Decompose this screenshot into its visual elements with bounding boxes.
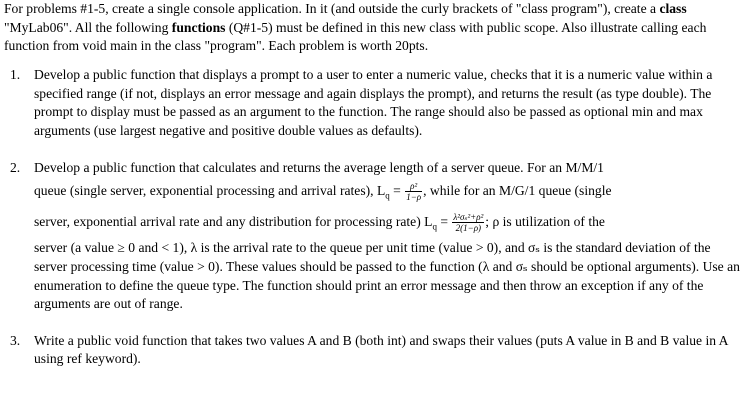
problem-2-line-1: Develop a public function that calculates and returns the average length of a server queue. For an M/M/1 [34, 160, 604, 176]
problem-number: 1. [10, 67, 21, 82]
problem-2-rest: server (a value ≥ 0 and < 1), λ is the arrival rate to the queue per unit time (value > 0), and σₛ is the standard deviation of the server processing time (value > 0). These values should be passed to the function (λ and σₛ should be optional arguments). Use an enumeration to define the queue type. The function should print an error message and then throw an exception if any of the arguments are out of range. [34, 240, 740, 312]
problem-item-3 [0, 332, 740, 369]
mg1-formula [452, 212, 484, 233]
intro-paragraph [4, 0, 740, 56]
lq-subscript: q [385, 190, 390, 201]
class-keyword: class [659, 1, 687, 16]
lq-subscript: q [432, 221, 437, 232]
rho-text: ; ρ is utilization of the [485, 213, 605, 229]
problem-2-line-2 [34, 178, 740, 209]
equals-sign: = [389, 182, 405, 198]
equals-sign: = [436, 213, 452, 229]
mm1-text: queue (single server, exponential processing and arrival rates), L [34, 182, 386, 198]
problem-item-2 [0, 159, 740, 313]
intro-text-3: (Q#1-5) must be defined in this new class with public scope. Also illustrate calling each function from void main in the class "program". Each problem is worth 20pts. [4, 19, 707, 54]
problem-2-line-3 [34, 209, 740, 240]
mg1-text: server, exponential arrival rate and any distribution for processing rate) L [34, 213, 433, 229]
problem-text: Write a public void function that takes two values A and B (both int) and swaps their values (puts A value in B and B value in A using ref keyword). [34, 332, 728, 367]
mg1-intro-text: , while for an M/G/1 queue (single [423, 182, 612, 198]
functions-keyword: functions [171, 19, 226, 35]
intro-text-2: "MyLab06". All the following [4, 19, 172, 35]
problem-text: Develop a public function that displays a prompt to a user to enter a numeric value, checks that it is a numeric value within a specified range (if not, displays an error message and again displays the prompt), and returns the result (as type double). The prompt to display must be passed as an argument to the function. The range should also be passed as optional min and max arguments (use largest negative and positive double values as defaults). [34, 67, 713, 138]
intro-text-1: For problems #1-5, create a single console application. In it (and outside the curly brackets of "class program"), create a [4, 1, 660, 16]
problem-number: 3. [10, 332, 21, 348]
mm1-formula [405, 181, 422, 202]
problem-item-1 [0, 66, 740, 140]
mg1-denominator: 2(1−ρ) [455, 223, 482, 234]
problem-number: 2. [10, 160, 21, 176]
mg1-numerator: λ²σₛ²+ρ² [453, 212, 484, 223]
mm1-numerator: ρ² [405, 181, 422, 192]
problem-list [0, 66, 740, 369]
mm1-denominator: 1−ρ [406, 192, 422, 203]
